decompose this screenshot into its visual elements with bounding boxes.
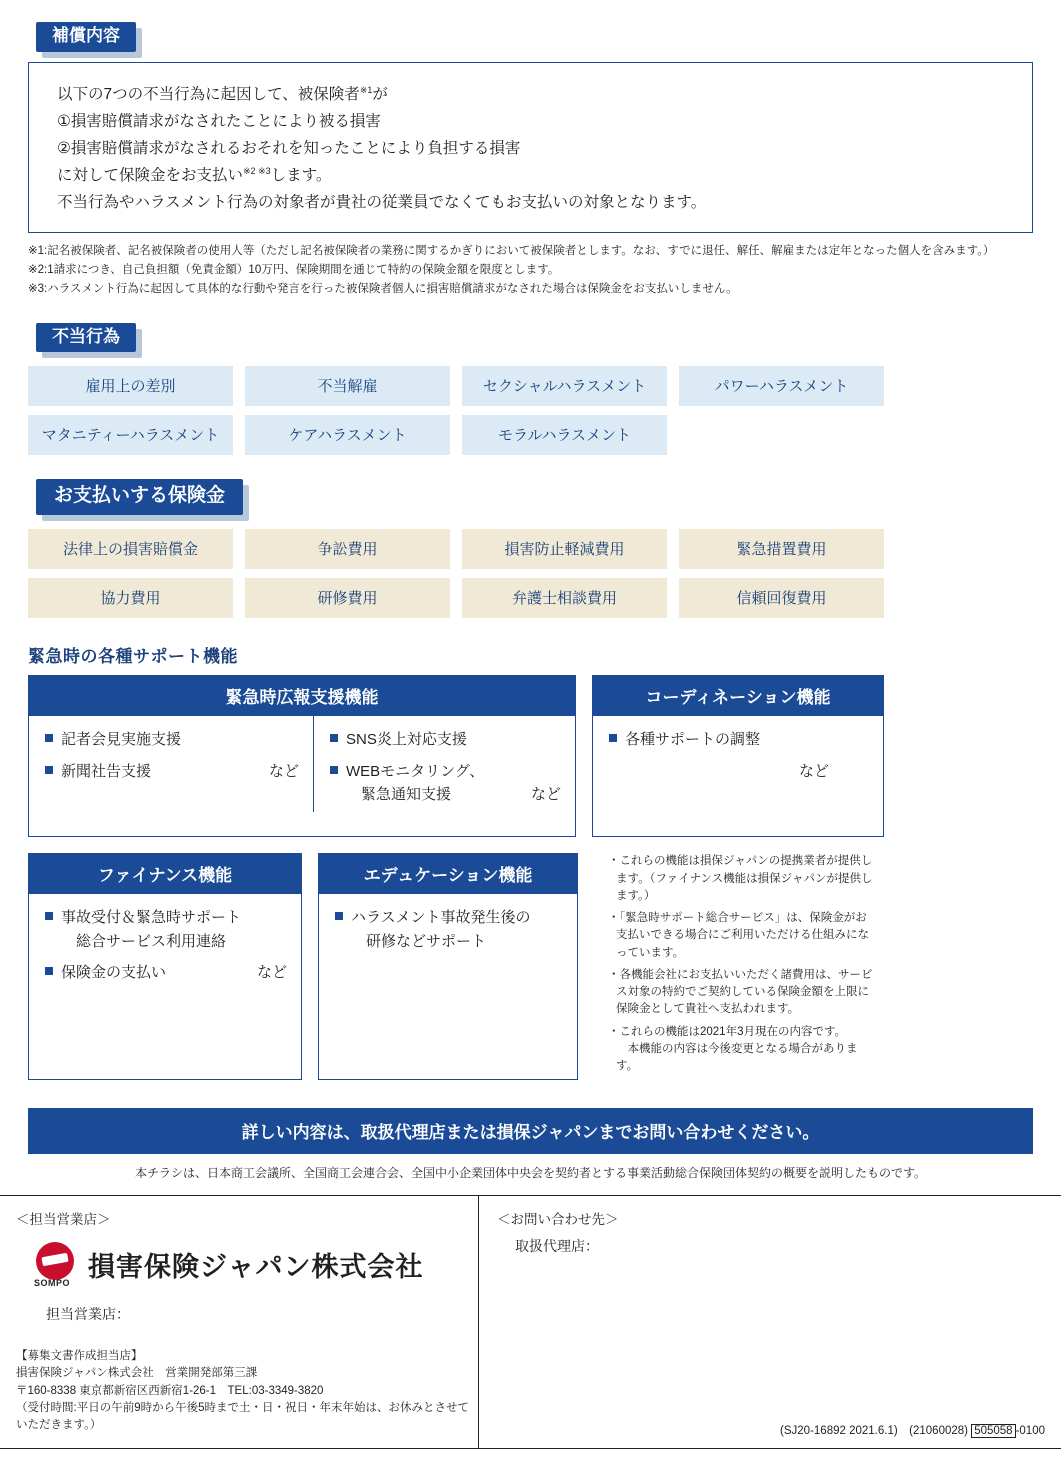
code-prefix: (SJ20-16892 2021.6.1) (21060028) xyxy=(780,1425,968,1438)
support-item: 記者会見実施支援 xyxy=(45,728,299,751)
misconduct-chip: マタニティーハラスメント xyxy=(28,415,233,455)
note-3: ※3:ハラスメント行為に起因して具体的な行動や発言を行った被保険者個人に損害賠償請求がなされた場合は保険金をお支払いしません。 xyxy=(28,282,738,295)
panel-emergency-pr-head: 緊急時広報支援機能 xyxy=(29,676,575,716)
document-code xyxy=(780,1422,1045,1438)
branch-label: 担当営業店： xyxy=(46,1306,130,1323)
issuer-line: 〒160-8338 東京都新宿区西新宿1-26-1 TEL:03-3349-3820 xyxy=(16,1384,324,1397)
compensation-tag: 補償内容 xyxy=(36,22,136,52)
support-section-title: 緊急時の各種サポート機能 xyxy=(28,647,238,667)
code-suffix: -0100 xyxy=(1015,1425,1045,1438)
panel-education-body xyxy=(319,894,577,1012)
compensation-box xyxy=(28,62,1033,234)
support-item: 新聞社告支援 など xyxy=(45,760,299,783)
payment-chip: 緊急措置費用 xyxy=(679,529,884,569)
misconduct-tag-wrap xyxy=(36,323,1061,353)
support-row-top xyxy=(28,675,1033,837)
panel-coordination-head: コーディネーション機能 xyxy=(593,676,883,716)
company-logo-row xyxy=(34,1242,478,1289)
panel-coordination-body xyxy=(593,716,883,836)
misconduct-chip: パワーハラスメント xyxy=(679,366,884,406)
compensation-tag-wrap xyxy=(36,0,1061,52)
side-note: ・これらの機能は損保ジャパンの提携業者が提供します。（ファイナンス機能は損保ジャパンが提供します。） xyxy=(608,855,873,902)
nado-label: など xyxy=(256,963,287,981)
payment-chip: 研修費用 xyxy=(245,578,450,618)
compensation-line-4: に対して保険金をお支払い$^{※2 ※3}$します。 xyxy=(57,165,332,185)
misconduct-chip: ケアハラスメント xyxy=(245,415,450,455)
note-2: ※2:1請求につき、自己負担額（免責金額）10万円、保険期間を通じて特約の保険金額を限度とします。 xyxy=(28,264,560,277)
panel-finance xyxy=(28,853,302,1080)
contact-band-note: 本チラシは、日本商工会議所、全国商工会連合会、全国中小企業団体中央会を契約者とする事業活動総合保険団体契約の概要を説明したものです。 xyxy=(134,1166,927,1181)
agent-label: 取扱代理店： xyxy=(515,1238,599,1255)
issuer-info xyxy=(16,1348,478,1434)
misconduct-chip: セクシャルハラスメント xyxy=(462,366,667,406)
panel-education xyxy=(318,853,578,1080)
sompo-logo-icon xyxy=(34,1242,78,1289)
issuer-line: 損害保険ジャパン株式会社 営業開発部第三課 xyxy=(16,1367,258,1380)
side-note: ・「緊急時サポート総合サービス」は、保険金がお支払いできる場合にご利用いただける仕組みになっています。 xyxy=(608,912,869,959)
compensation-line-3: ②損害賠償請求がなされるおそれを知ったことにより負担する損害 xyxy=(57,139,521,157)
footer-right xyxy=(479,1196,1061,1448)
panel-emergency-pr-col2 xyxy=(314,716,575,812)
panel-finance-head: ファイナンス機能 xyxy=(29,854,301,894)
panel-education-head: エデュケーション機能 xyxy=(319,854,577,894)
logo-caption: SOMPO xyxy=(34,1278,71,1289)
compensation-notes xyxy=(28,243,1033,298)
payment-chip: 損害防止軽減費用 xyxy=(462,529,667,569)
nado-label: など xyxy=(530,785,561,803)
compensation-line-5: 不当行為やハラスメント行為の対象者が貴社の従業員でなくてもお支払いの対象となります。 xyxy=(57,194,707,212)
footer-block xyxy=(0,1195,1061,1449)
payment-chip: 争訟費用 xyxy=(245,529,450,569)
support-item: SNS炎上対応支援 xyxy=(330,728,561,751)
misconduct-chip-grid xyxy=(28,366,1033,455)
misconduct-chip: 不当解雇 xyxy=(245,366,450,406)
panel-emergency-pr xyxy=(28,675,576,837)
payment-chip-grid xyxy=(28,529,1033,618)
support-item: 保険金の支払い など xyxy=(45,961,287,984)
payment-chip: 信頼回復費用 xyxy=(679,578,884,618)
payment-chip: 法律上の損害賠償金 xyxy=(28,529,233,569)
support-item: 事故受付＆緊急時サポート 総合サービス利用連絡 xyxy=(45,906,287,953)
misconduct-chip: モラルハラスメント xyxy=(462,415,667,455)
misconduct-chip: 雇用上の差別 xyxy=(28,366,233,406)
nado-label: など xyxy=(268,762,299,780)
support-item: 各種サポートの調整 xyxy=(609,728,869,751)
footer-left-label: ＜担当営業店＞ xyxy=(16,1212,111,1228)
code-boxed: 505058 xyxy=(971,1424,1015,1438)
issuer-line: 【募集文書作成担当店】 xyxy=(16,1350,143,1363)
footer-right-label: ＜お問い合わせ先＞ xyxy=(497,1212,619,1228)
support-item: WEBモニタリング、 緊急通知支援 など xyxy=(330,760,561,807)
support-side-notes xyxy=(608,853,878,1080)
footer-left xyxy=(0,1196,479,1448)
issuer-line: （受付時間:平日の午前9時から午後5時まで土・日・祝日・年末年始は、お休みとさせていただきます。） xyxy=(16,1401,469,1432)
payment-tag: お支払いする保険金 xyxy=(36,479,243,515)
company-name: 損害保険ジャパン株式会社 xyxy=(88,1251,424,1282)
side-note: ・各機能会社にお支払いいただく諸費用は、サービス対象の特約でご契約している保険金額を上限に保険金として貴社へ支払われます。 xyxy=(608,968,873,1016)
compensation-line-1: 以下の7つの不当行為に起因して、被保険者$^{※1}$が xyxy=(57,84,388,103)
panel-emergency-pr-col1 xyxy=(29,716,314,812)
misconduct-tag: 不当行為 xyxy=(36,323,136,353)
support-item: ハラスメント事故発生後の 研修などサポート xyxy=(335,906,563,953)
panel-coordination xyxy=(592,675,884,837)
panel-finance-body xyxy=(29,894,301,1012)
note-1: ※1:記名被保険者、記名被保険者の使用人等（ただし記名被保険者の業務に関するかぎりにおいて被保険者とします。なお、すでに退任、解任、解雇または定年となった個人を含みます。） xyxy=(28,245,995,258)
side-note: ・これらの機能は2021年3月現在の内容です。 本機能の内容は今後変更となる場合があります。 xyxy=(608,1025,858,1073)
payment-chip: 弁護士相談費用 xyxy=(462,578,667,618)
payment-chip: 協力費用 xyxy=(28,578,233,618)
contact-band: 詳しい内容は、取扱代理店または損保ジャパンまでお問い合わせください。 xyxy=(28,1108,1033,1154)
payment-tag-wrap xyxy=(36,479,1061,515)
support-area xyxy=(28,675,1033,1080)
nado-label: など xyxy=(798,762,829,780)
compensation-line-2: ①損害賠償請求がなされたことにより被る損害 xyxy=(57,112,381,130)
support-row-bottom xyxy=(28,853,1033,1080)
